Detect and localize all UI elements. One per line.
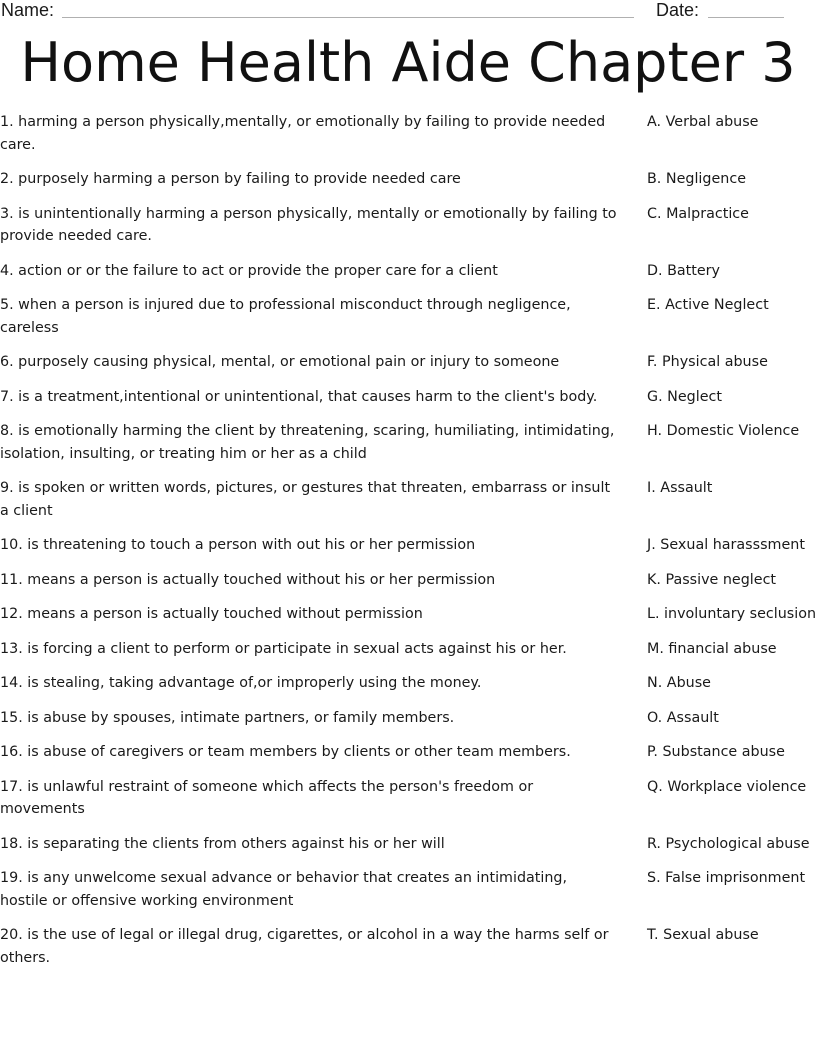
answer-option: J. Sexual harasssment <box>647 537 805 553</box>
answer-option: T. Sexual abuse <box>647 927 759 943</box>
matching-row <box>0 603 816 626</box>
clue-text: 14. is stealing, taking advantage of,or improperly using the money. <box>0 675 482 691</box>
clue-text: 2. purposely harming a person by failing to provide needed care <box>0 171 461 187</box>
answer-option: A. Verbal abuse <box>647 114 759 130</box>
clue-text: 10. is threatening to touch a person with out his or her permission <box>0 537 476 553</box>
clue-text: 6. purposely causing physical, mental, or emotional pain or injury to someone <box>0 354 560 370</box>
answer-option: H. Domestic Violence <box>647 423 800 439</box>
clue-text: 17. is unlawful restraint of someone which affects the person's freedom or movements <box>0 778 534 817</box>
clue-text: 5. when a person is injured due to professional misconduct through negligence, careless <box>0 297 571 336</box>
clue-text: 20. is the use of legal or illegal drug, cigarettes, or alcohol in a way the harms self or others. <box>0 927 609 966</box>
clue-text: 8. is emotionally harming the client by threatening, scaring, humiliating, intimidating, isolation, insulting, or treating him or her as a child <box>0 423 615 462</box>
matching-list <box>0 111 816 981</box>
matching-row <box>0 924 816 969</box>
answer-option: E. Active Neglect <box>647 297 769 313</box>
page-title: Home Health Aide Chapter 3 <box>20 31 796 94</box>
answer-option: M. financial abuse <box>647 640 777 657</box>
matching-row <box>0 833 816 856</box>
matching-row <box>0 672 816 695</box>
clue-text: 18. is separating the clients from others against his or her will <box>0 835 445 852</box>
answer-option: S. False imprisonment <box>647 870 806 886</box>
matching-row <box>0 111 816 156</box>
answer-option: Q. Workplace violence <box>647 778 807 795</box>
matching-row <box>0 420 816 465</box>
clue-text: 7. is a treatment,intentional or unintentional, that causes harm to the client's body. <box>0 388 598 405</box>
clue-text: 12. means a person is actually touched without permission <box>0 606 423 622</box>
matching-row <box>0 638 816 661</box>
matching-row <box>0 707 816 730</box>
date-label: Date: <box>656 0 700 20</box>
answer-option: I. Assault <box>647 480 713 496</box>
answer-option: F. Physical abuse <box>647 354 768 370</box>
matching-row <box>0 386 816 409</box>
matching-row <box>0 867 816 912</box>
answer-option: P. Substance abuse <box>647 744 785 760</box>
matching-row <box>0 294 816 339</box>
answer-option: D. Battery <box>647 262 721 279</box>
matching-row <box>0 776 816 821</box>
matching-row <box>0 168 816 191</box>
answer-option: N. Abuse <box>647 675 711 691</box>
matching-row <box>0 260 816 283</box>
matching-row <box>0 203 816 248</box>
clue-text: 13. is forcing a client to perform or participate in sexual acts against his or her. <box>0 640 567 657</box>
date-blank-line[interactable] <box>708 17 784 18</box>
clue-text: 15. is abuse by spouses, intimate partners, or family members. <box>0 709 455 726</box>
name-label: Name: <box>1 0 55 20</box>
answer-option: K. Passive neglect <box>647 571 777 588</box>
clue-text: 11. means a person is actually touched without his or her permission <box>0 571 496 588</box>
answer-option: C. Malpractice <box>647 205 749 222</box>
name-blank-line[interactable] <box>62 17 634 18</box>
answer-option: L. involuntary seclusion <box>647 606 816 622</box>
answer-option: O. Assault <box>647 709 719 726</box>
clue-text: 1. harming a person physically,mentally, or emotionally by failing to provide needed care. <box>0 114 606 153</box>
answer-option: G. Neglect <box>647 388 722 405</box>
answer-option: B. Negligence <box>647 171 746 187</box>
matching-row <box>0 351 816 374</box>
worksheet-header <box>0 0 816 22</box>
answer-option: R. Psychological abuse <box>647 835 810 852</box>
clue-text: 4. action or or the failure to act or provide the proper care for a client <box>0 262 498 279</box>
clue-text: 19. is any unwelcome sexual advance or behavior that creates an intimidating, hostile or offensive working environment <box>0 870 568 909</box>
matching-row <box>0 569 816 592</box>
matching-row <box>0 477 816 522</box>
clue-text: 16. is abuse of caregivers or team members by clients or other team members. <box>0 744 571 760</box>
matching-row <box>0 534 816 557</box>
clue-text: 9. is spoken or written words, pictures, or gestures that threaten, embarrass or insult a client <box>0 480 611 519</box>
matching-row <box>0 741 816 764</box>
clue-text: 3. is unintentionally harming a person physically, mentally or emotionally by failing to provide needed care. <box>0 205 617 244</box>
